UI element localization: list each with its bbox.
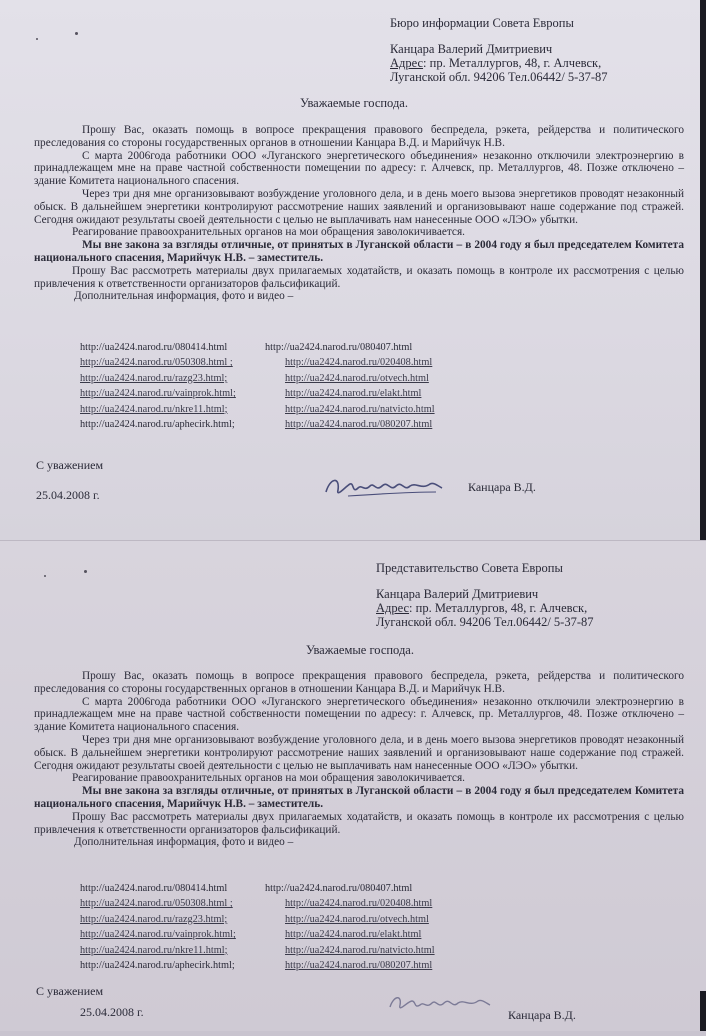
link[interactable]: http://ua2424.narod.ru/050308.html ; bbox=[80, 898, 233, 910]
link[interactable]: http://ua2424.narod.ru/razg23.html; bbox=[80, 372, 228, 384]
request-paragraph: Прошу Вас рассмотреть материалы двух прилагаемых ходатайств, и оказать помощь в контроле их рассмотрения с целью привлечения к ответственности организаторов фальсификаций. bbox=[34, 264, 684, 290]
paragraph-4: Реагирование правоохранительных органов на мои обращения заволокичивается. bbox=[72, 772, 465, 785]
bold-paragraph: Мы вне закона за взгляды отличные, от принятых в Луганской области – в 2004 году я был председателем Комитета национального спасения, Марийчук Н.В. – заместитель. bbox=[34, 785, 684, 810]
letter-body bbox=[34, 670, 684, 849]
speck bbox=[84, 570, 87, 573]
paragraph-2: С марта 2006года работники ООО «Луганского энергетического объединения» незаконно отключили электроэнергию в принадлежащем мне на праве частной собственности помещении по адресу: г. Алчевск, пр. Металлургов, 48. Позже отключено – здание Комитета национального спасения. bbox=[34, 149, 684, 188]
link[interactable]: http://ua2424.narod.ru/080207.html bbox=[285, 959, 433, 971]
link[interactable]: http://ua2424.narod.ru/aphecirk.html; bbox=[80, 418, 235, 430]
info-line: Дополнительная информация, фото и видео – bbox=[74, 290, 294, 303]
link[interactable]: http://ua2424.narod.ru/otvech.html bbox=[285, 372, 429, 384]
link[interactable]: http://ua2424.narod.ru/vainprok.html; bbox=[80, 929, 236, 941]
link[interactable]: http://ua2424.narod.ru/elakt.html bbox=[285, 929, 422, 941]
link[interactable]: http://ua2424.narod.ru/natvicto.html bbox=[285, 944, 435, 956]
address-block bbox=[390, 16, 608, 84]
bold-paragraph: Мы вне закона за взгляды отличные, от принятых в Луганской области – в 2004 году я был председателем Комитета национального спасения, Марийчук Н.В. – заместитель. bbox=[34, 239, 684, 264]
paragraph-1: Прошу Вас, оказать помощь в вопросе прекращения правового беспредела, рэкета, рейдерства и политического преследования со стороны государственных органов в отношении Канцара В.Д. и Марийчук Н.В. bbox=[34, 670, 684, 695]
address-line-1 bbox=[390, 56, 608, 70]
page-edge-shadow bbox=[700, 0, 706, 540]
signature-name: Канцара В.Д. bbox=[468, 480, 536, 494]
speck bbox=[36, 38, 38, 40]
link[interactable]: http://ua2424.narod.ru/elakt.html bbox=[285, 388, 422, 400]
recipient: Бюро информации Совета Европы bbox=[390, 16, 574, 30]
paragraph-2: С марта 2006года работники ООО «Луганского энергетического объединения» незаконно отключили электроэнергию в принадлежащем мне на праве частной собственности помещении по адресу: г. Алчевск, пр. Металлургов, 48. Позже отключено – здание Комитета национального спасения. bbox=[34, 695, 684, 734]
request-paragraph: Прошу Вас рассмотреть материалы двух прилагаемых ходатайств, и оказать помощь в контроле их рассмотрения с целью привлечения к ответственности организаторов фальсификаций. bbox=[34, 810, 684, 836]
paragraph-4: Реагирование правоохранительных органов на мои обращения заволокичивается. bbox=[72, 226, 465, 239]
closing: С уважением bbox=[36, 984, 104, 998]
link[interactable]: http://ua2424.narod.ru/020408.html bbox=[285, 357, 433, 369]
letter-bottom bbox=[0, 540, 706, 1031]
recipient: Представительство Совета Европы bbox=[376, 561, 563, 575]
closing: С уважением bbox=[36, 458, 104, 472]
address-line-2: Луганской обл. 94206 Тел.06442/ 5-37-87 bbox=[376, 615, 594, 629]
sender-name: Канцара Валерий Дмитриевич bbox=[390, 42, 553, 56]
address-block bbox=[376, 561, 594, 629]
address-line-1 bbox=[376, 601, 594, 615]
signature bbox=[318, 470, 448, 504]
address-text: : пр. Металлургов, 48, г. Алчевск, bbox=[409, 601, 588, 615]
address-label: Адрес bbox=[390, 56, 424, 70]
address-line-2: Луганской обл. 94206 Тел.06442/ 5-37-87 bbox=[390, 70, 608, 84]
link[interactable]: http://ua2424.narod.ru/080407.html bbox=[265, 342, 413, 353]
paragraph-3: Через три дня мне организовывают возбуждение уголовного дела, и в день моего вызова энергетиков проводят незаконный обыск. В дальнейшем энергетики контролируют рассмотрение наших заявлений и организовывают наше содержание под стражей. Сегодня ожидают результаты своей деятельности с целью не выплачивать нам нанесенные ООО «ЛЭО» убытки. bbox=[34, 187, 684, 226]
link[interactable]: http://ua2424.narod.ru/080207.html bbox=[285, 418, 433, 430]
date: 25.04.2008 г. bbox=[36, 488, 100, 502]
link[interactable]: http://ua2424.narod.ru/otvech.html bbox=[285, 913, 429, 925]
date: 25.04.2008 г. bbox=[80, 1005, 144, 1019]
page-edge-shadow bbox=[700, 991, 706, 1031]
paragraph-3: Через три дня мне организовывают возбуждение уголовного дела, и в день моего вызова энергетиков проводят незаконный обыск. В дальнейшем энергетики контролируют рассмотрение наших заявлений и организовывают наше содержание под стражей. Сегодня ожидают результаты своей деятельности с целью не выплачивать нам нанесенные ООО «ЛЭО» убытки. bbox=[34, 733, 684, 772]
sender-name: Канцара Валерий Дмитриевич bbox=[376, 587, 539, 601]
signature bbox=[384, 989, 494, 1017]
speck bbox=[75, 32, 78, 35]
link[interactable]: http://ua2424.narod.ru/aphecirk.html; bbox=[80, 959, 235, 971]
link[interactable]: http://ua2424.narod.ru/020408.html bbox=[285, 898, 433, 910]
greeting: Уважаемые господа. bbox=[306, 643, 414, 657]
link[interactable]: http://ua2424.narod.ru/razg23.html; bbox=[80, 913, 228, 925]
link[interactable]: http://ua2424.narod.ru/nkre11.html; bbox=[80, 944, 228, 956]
letter-body bbox=[34, 124, 684, 303]
address-label: Адрес bbox=[376, 601, 410, 615]
signature-name: Канцара В.Д. bbox=[508, 1008, 576, 1022]
greeting: Уважаемые господа. bbox=[300, 96, 408, 110]
speck bbox=[44, 575, 46, 577]
link[interactable]: http://ua2424.narod.ru/natvicto.html bbox=[285, 403, 435, 415]
link[interactable]: http://ua2424.narod.ru/nkre11.html; bbox=[80, 403, 228, 415]
link[interactable]: http://ua2424.narod.ru/050308.html ; bbox=[80, 357, 233, 369]
closing-block bbox=[36, 983, 144, 1020]
link[interactable]: http://ua2424.narod.ru/080414.html bbox=[80, 342, 228, 353]
link[interactable]: http://ua2424.narod.ru/080414.html bbox=[80, 883, 228, 894]
address-text: : пр. Металлургов, 48, г. Алчевск, bbox=[423, 56, 602, 70]
info-line: Дополнительная информация, фото и видео – bbox=[74, 836, 294, 849]
link[interactable]: http://ua2424.narod.ru/vainprok.html; bbox=[80, 388, 236, 400]
closing-block bbox=[36, 457, 103, 503]
paragraph-1: Прошу Вас, оказать помощь в вопросе прекращения правового беспредела, рэкета, рейдерства и политического преследования со стороны государственных органов в отношении Канцара В.Д. и Марийчук Н.В. bbox=[34, 124, 684, 149]
link[interactable]: http://ua2424.narod.ru/080407.html bbox=[265, 883, 413, 894]
